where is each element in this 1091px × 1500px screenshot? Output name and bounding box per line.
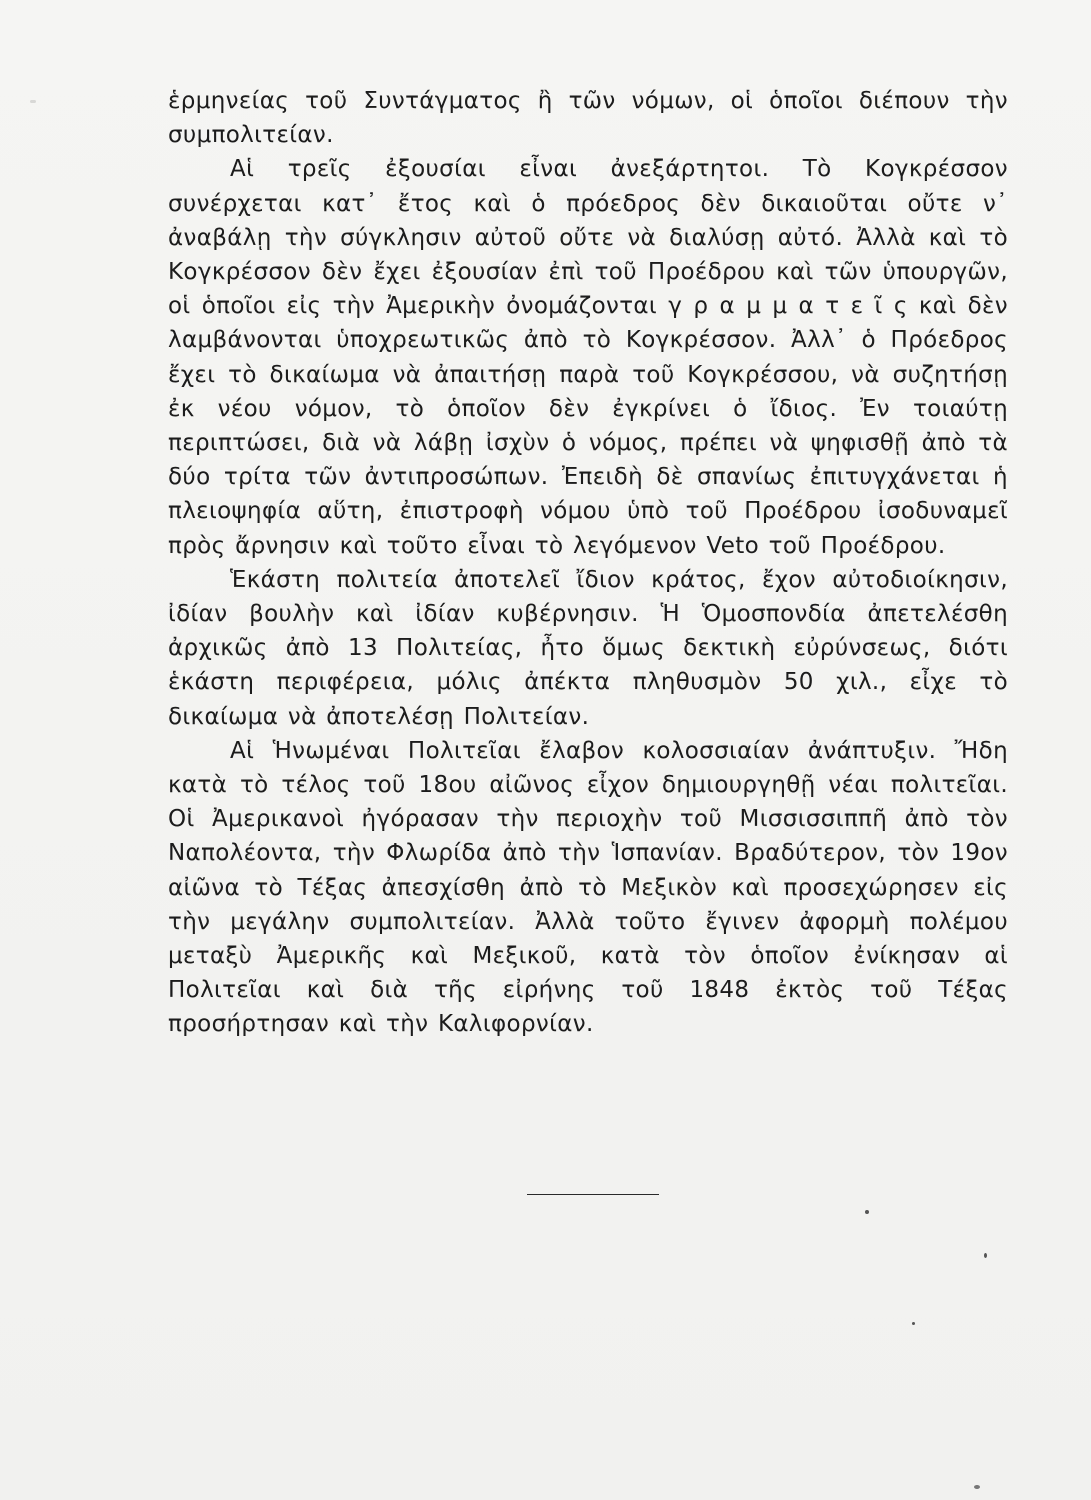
paragraph-separation-of-powers: Αἱ τρεῖς ἐξουσίαι εἶναι ἀνεξάρτητοι. Τὸ Κογκρέσσον συνέρχεται κατ᾽ ἔτος καὶ ὁ πρόεδρος δὲν δικαιοῦται οὔτε ν᾽ ἀναβάλῃ τὴν σύγκλησιν αὐτοῦ οὔτε νὰ διαλύσῃ αὐτό. Ἀλλὰ καὶ τὸ Κογκρέσσον δὲν ἔχει ἐξουσίαν ἐπὶ τοῦ Προέδρου καὶ τῶν ὑπουργῶν, οἱ ὁποῖοι εἰς τὴν Ἀμερικὴν ὀνομάζονται γ ρ α μ μ α τ ε ῖ ς καὶ δὲν λαμβάνονται ὑποχρεωτικῶς ἀπὸ τὸ Κογκρέσσον. Ἀλλ᾽ ὁ Πρόεδρος ἔχει τὸ δικαίωμα νὰ ἀπαιτήσῃ παρὰ τοῦ Κογκρέσσου, νὰ συζητήσῃ ἐκ νέου νόμον, τὸ ὁποῖον δὲν ἐγκρίνει ὁ ἴδιος. Ἐν τοιαύτῃ περιπτώσει, διὰ νὰ λάβῃ ἰσχὺν ὁ νόμος, πρέπει νὰ ψηφισθῇ ἀπὸ τὰ δύο τρίτα τῶν ἀντιπροσώπων. Ἐπειδὴ δὲ σπανίως ἐπιτυγχάνεται ἡ πλειοψηφία αὕτη, ἐπιστροφὴ νόμου ὑπὸ τοῦ Προέδρου ἰσοδυναμεῖ πρὸς ἄρνησιν καὶ τοῦτο εἶναι τὸ λεγόμενον Veto τοῦ Προέδρου. xyxy=(168,156,1008,559)
paper-mark xyxy=(30,100,36,103)
section-end-rule xyxy=(527,1194,659,1195)
paragraph-expansion: Αἱ Ἡνωμέναι Πολιτεῖαι ἔλαβον κολοσσιαίαν ἀνάπτυξιν. Ἤδη κατὰ τὸ τέλος τοῦ 18ου αἰῶνος εἶχον δημιουργηθῇ νέαι πολιτεῖαι. Οἱ Ἀμερικανοὶ ἠγόρασαν τὴν περιοχὴν τοῦ Μισσισσιππῆ ἀπὸ τὸν Ναπολέοντα, τὴν Φλωρίδα ἀπὸ τὴν Ἱσπανίαν. Βραδύτερον, τὸν 19ον αἰῶνα τὸ Τέξας ἀπεσχίσθη ἀπὸ τὸ Μεξικὸν καὶ προσεχώρησεν εἰς τὴν μεγάλην συμπολιτείαν. Ἀλλὰ τοῦτο ἔγινεν ἀφορμὴ πολέμου μεταξὺ Ἀμερικῆς καὶ Μεξικοῦ, κατὰ τὸν ὁποῖον ἐνίκησαν αἱ Πολιτεῖαι καὶ διὰ τῆς εἰρήνης τοῦ 1848 ἐκτὸς τοῦ Τέξας προσήρτησαν καὶ τὴν Καλιφορνίαν. xyxy=(168,737,1008,1038)
ink-speck xyxy=(912,1322,915,1325)
ink-speck xyxy=(865,1210,869,1214)
ink-speck xyxy=(984,1253,987,1258)
paragraph-continuation: ἑρμηνείας τοῦ Συντάγματος ἢ τῶν νόμων, οἱ ὁποῖοι διέπουν τὴν συμπολιτείαν. xyxy=(168,88,1008,149)
paragraph-states: Ἑκάστη πολιτεία ἀποτελεῖ ἴδιον κράτος, ἔχον αὐτοδιοίκησιν, ἰδίαν βουλὴν καὶ ἰδίαν κυβέρνησιν. Ἡ Ὁμοσπονδία ἀπετελέσθη ἀρχικῶς ἀπὸ 13 Πολιτείας, ἦτο ὅμως δεκτικὴ εὐρύνσεως, διότι ἑκάστη περιφέρεια, μόλις ἀπέκτα πληθυσμὸν 50 χιλ., εἶχε τὸ δικαίωμα νὰ ἀποτελέσῃ Πολιτείαν. xyxy=(168,566,1008,730)
ink-speck xyxy=(974,1485,980,1489)
body-text xyxy=(168,84,1008,1042)
